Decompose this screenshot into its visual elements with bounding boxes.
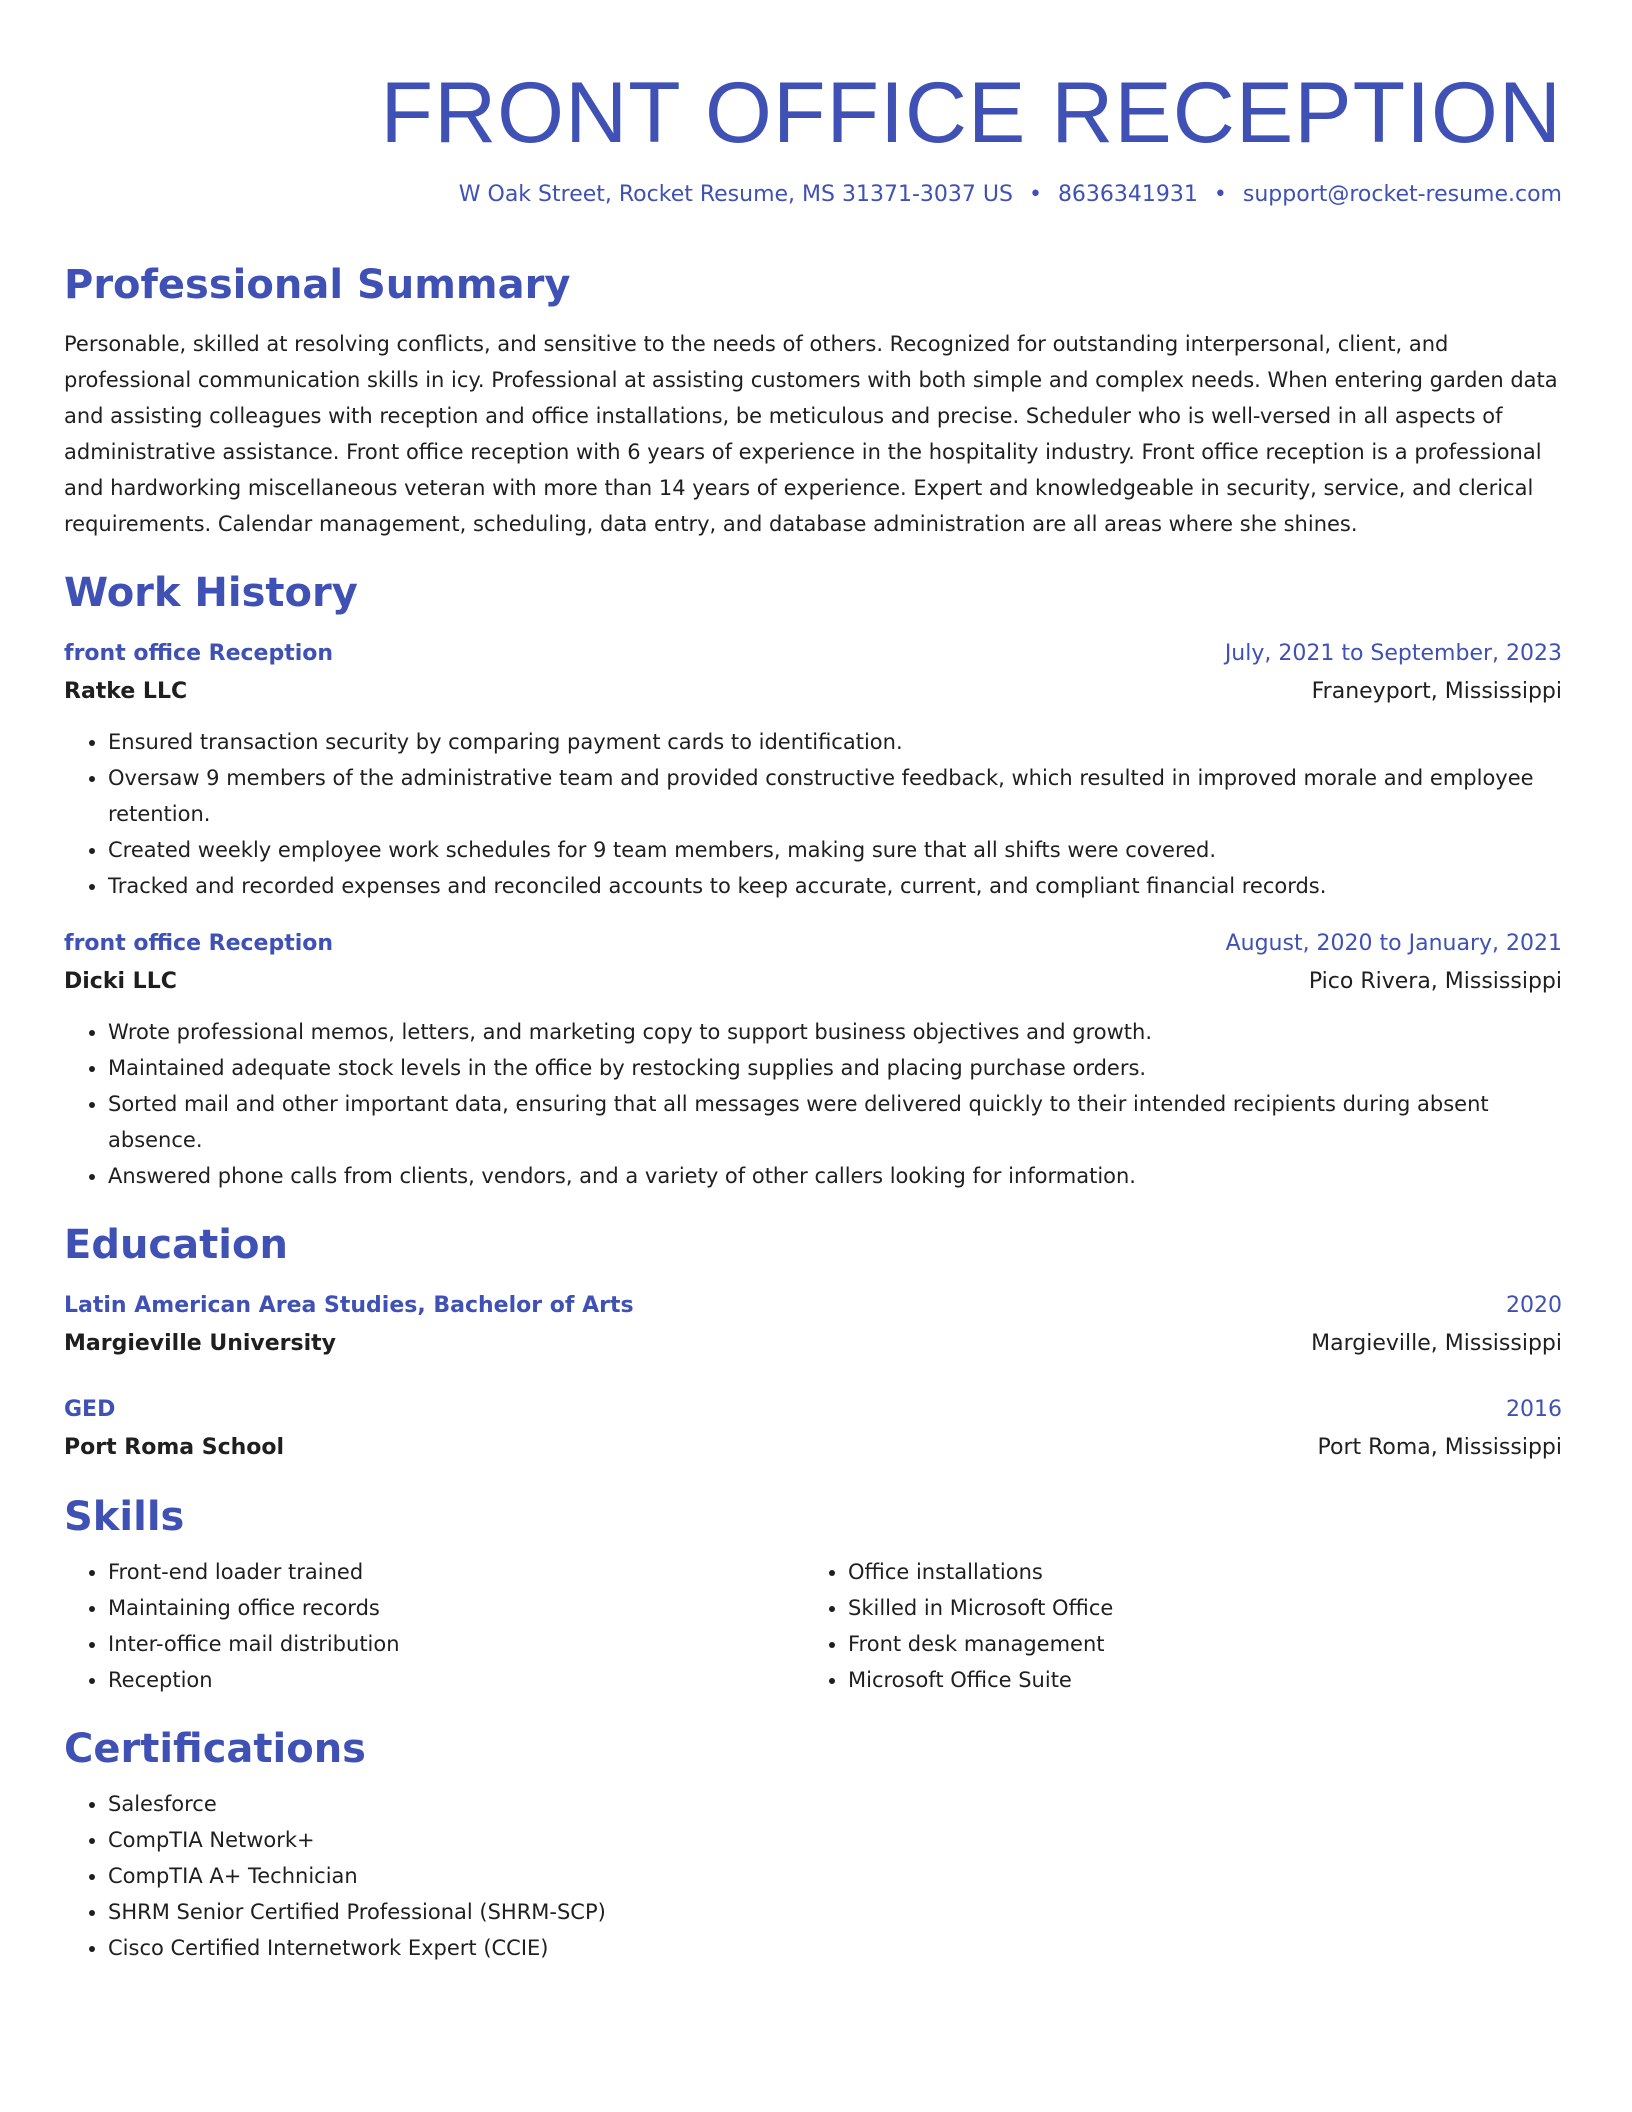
skill-item: • Microsoft Office Suite (848, 1662, 1544, 1698)
skill-item: • Front desk management (848, 1626, 1544, 1662)
summary-text: Personable, skilled at resolving conflicts, and sensitive to the needs of others. Recognized for outstanding interpersonal, client, and professional communication skills in icy. Professional at assisting customers with both simple and complex needs. When entering garden data and assisting colleagues with reception and office installations, be meticulous and precise. Scheduler who is well-versed in all aspects of administrative assistance. Front office reception with 6 years of experience in the hospitality industry. Front office reception is a professional and hardworking miscellaneous veteran with more than 14 years of experience. Expert and knowledgeable in security, service, and clerical requirements. Calendar management, scheduling, data entry, and database administration are all areas where she shines. (64, 332, 1558, 536)
graduation-year: 2020 (1506, 1293, 1562, 1318)
certification-item: • Salesforce (108, 1786, 1562, 1822)
work-entry (64, 926, 1562, 1194)
work-entry-header (64, 636, 1562, 672)
skills-bullets-left (64, 1554, 804, 1698)
graduation-year: 2016 (1506, 1397, 1562, 1422)
job-location: Franeyport, Mississippi (1311, 679, 1562, 704)
job-bullet: • Oversaw 9 members of the administrative team and provided constructive feedback, which resulted in improved morale and employee retention. (108, 760, 1562, 832)
skill-item: • Reception (108, 1662, 804, 1698)
skills-column-left (64, 1554, 804, 1698)
skill-item: • Skilled in Microsoft Office (848, 1590, 1544, 1626)
education-entry-subheader (64, 1428, 1562, 1468)
job-title: front office Reception (64, 641, 334, 666)
section-title-summary: Professional Summary (64, 262, 571, 308)
resume-header (64, 58, 1562, 210)
section-title-certifications: Certifications (64, 1726, 366, 1772)
skill-item: • Front-end loader trained (108, 1554, 804, 1590)
contact-address: W Oak Street, Rocket Resume, MS 31371-3037 US (458, 182, 1013, 207)
section-title-skills: Skills (64, 1494, 185, 1540)
school-location: Margieville, Mississippi (1311, 1331, 1562, 1356)
job-bullets (64, 724, 1562, 904)
certifications-list (64, 1786, 1562, 1966)
certification-item: • Cisco Certified Internetwork Expert (CCIE) (108, 1930, 1562, 1966)
certification-item: • CompTIA A+ Technician (108, 1858, 1562, 1894)
contact-line (64, 180, 1562, 210)
certification-item: • CompTIA Network+ (108, 1822, 1562, 1858)
work-entry-subheader (64, 962, 1562, 1002)
section-title-work-history: Work History (64, 570, 358, 616)
job-title: front office Reception (64, 931, 334, 956)
job-dates: July, 2021 to September, 2023 (1224, 641, 1562, 666)
job-dates: August, 2020 to January, 2021 (1225, 931, 1562, 956)
job-bullet: • Tracked and recorded expenses and reconciled accounts to keep accurate, current, and compliant financial records. (108, 868, 1562, 904)
work-entry (64, 636, 1562, 904)
contact-email[interactable]: support@rocket-resume.com (1242, 182, 1562, 207)
job-bullet: • Sorted mail and other important data, ensuring that all messages were delivered quickly to their intended recipients during absent absence. (108, 1086, 1562, 1158)
contact-separator: • (1213, 182, 1227, 207)
work-entry-header (64, 926, 1562, 962)
degree-name: GED (64, 1397, 116, 1422)
school-name: Margieville University (64, 1331, 337, 1356)
education-entry (64, 1392, 1562, 1468)
certification-item: • SHRM Senior Certified Professional (SHRM-SCP) (108, 1894, 1562, 1930)
job-bullet: • Created weekly employee work schedules for 9 team members, making sure that all shifts were covered. (108, 832, 1562, 868)
education-entry-header (64, 1392, 1562, 1428)
company-name: Ratke LLC (64, 679, 188, 704)
skill-item: • Office installations (848, 1554, 1544, 1590)
skills-list (64, 1554, 1562, 1698)
contact-phone[interactable]: 8636341931 (1057, 182, 1198, 207)
job-bullets (64, 1014, 1562, 1194)
job-bullet: • Answered phone calls from clients, vendors, and a variety of other callers looking for information. (108, 1158, 1562, 1194)
education-entry (64, 1288, 1562, 1364)
school-location: Port Roma, Mississippi (1317, 1435, 1562, 1460)
school-name: Port Roma School (64, 1435, 285, 1460)
skills-bullets-right (804, 1554, 1544, 1698)
job-bullet: • Maintained adequate stock levels in the office by restocking supplies and placing purchase orders. (108, 1050, 1562, 1086)
work-entry-subheader (64, 672, 1562, 712)
job-location: Pico Rivera, Mississippi (1308, 969, 1562, 994)
skill-item: • Inter-office mail distribution (108, 1626, 804, 1662)
job-bullet: • Ensured transaction security by comparing payment cards to identification. (108, 724, 1562, 760)
job-bullet: • Wrote professional memos, letters, and marketing copy to support business objectives and growth. (108, 1014, 1562, 1050)
skills-column-right (804, 1554, 1544, 1698)
company-name: Dicki LLC (64, 969, 177, 994)
candidate-name: FRONT OFFICE RECEPTION (380, 65, 1562, 161)
skill-item: • Maintaining office records (108, 1590, 804, 1626)
education-entry-subheader (64, 1324, 1562, 1364)
resume-page (64, 48, 1562, 1966)
education-entry-header (64, 1288, 1562, 1324)
section-title-education: Education (64, 1222, 288, 1268)
contact-separator: • (1028, 182, 1042, 207)
degree-name: Latin American Area Studies, Bachelor of Arts (64, 1293, 634, 1318)
